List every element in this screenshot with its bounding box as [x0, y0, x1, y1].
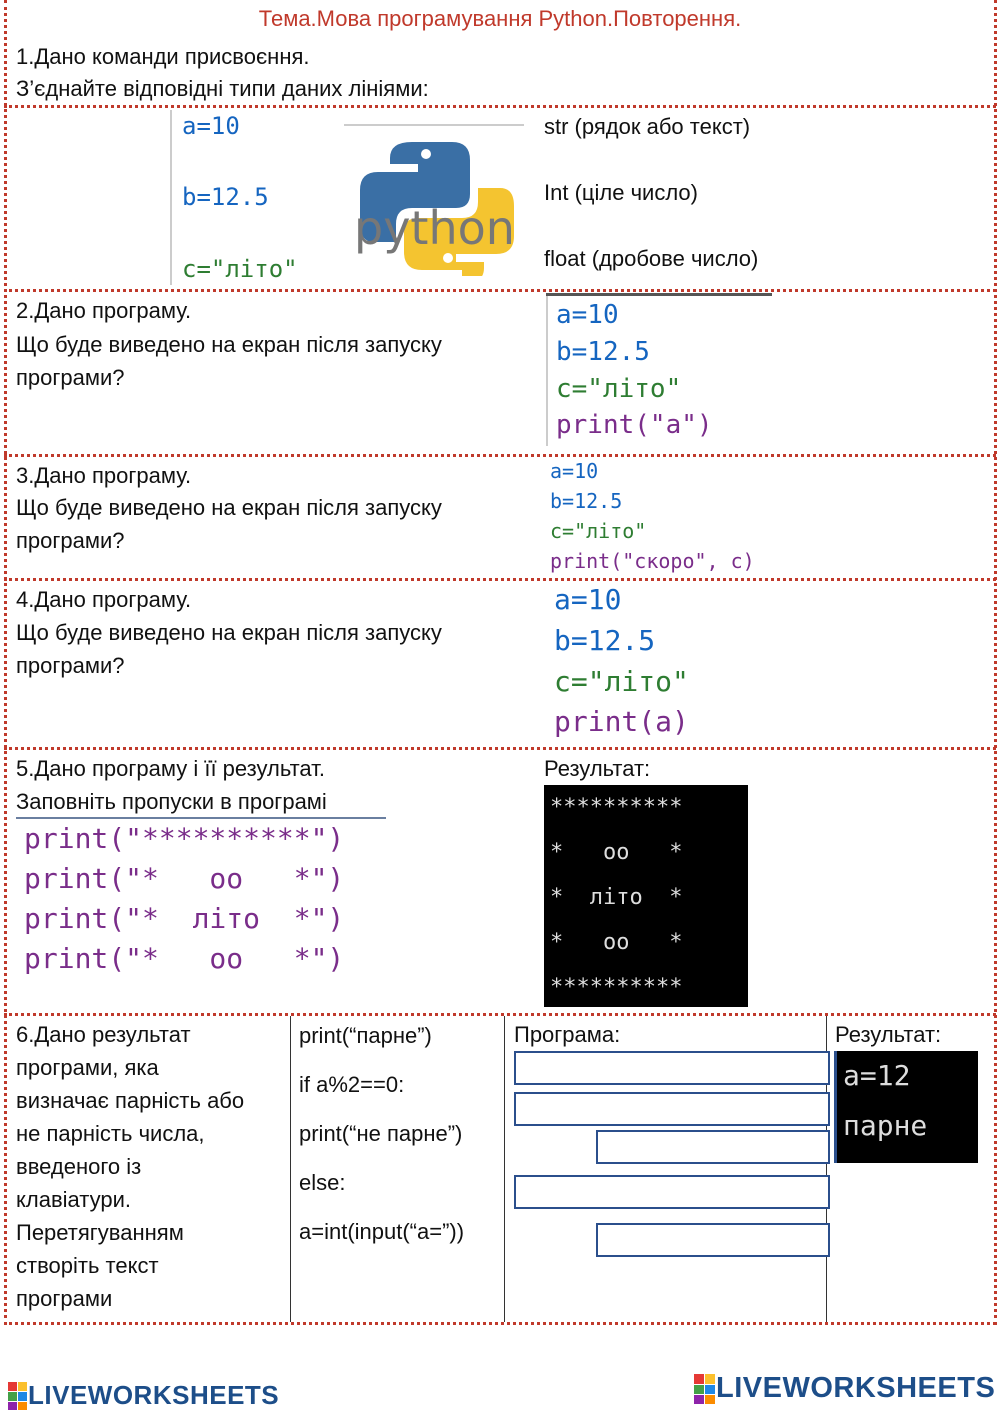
task1-code-b[interactable]: b=12.5	[182, 183, 269, 211]
draggable-option[interactable]: if a%2==0:	[299, 1072, 405, 1097]
drop-slot-4[interactable]	[514, 1175, 830, 1209]
task2-line3: програми?	[16, 365, 125, 390]
code-gutter	[546, 296, 548, 446]
task5-code-2: print("* oo *")	[24, 862, 345, 895]
task5-code-1: print("**********")	[24, 822, 345, 855]
result-line: * oo *	[550, 840, 683, 865]
python-logo-icon	[352, 136, 522, 276]
task6-result-label: Результат:	[835, 1022, 942, 1047]
result-line: * літо *	[550, 885, 683, 910]
result-line: * oo *	[550, 930, 683, 955]
task4-line1: 4.Дано програму.	[16, 587, 192, 612]
column-divider	[504, 1016, 505, 1322]
program-label: Програма:	[514, 1022, 621, 1047]
task2-code-a: a=10	[556, 300, 619, 330]
divider	[4, 578, 996, 581]
liveworksheets-icon	[694, 1374, 716, 1404]
type-float[interactable]: float (дробове число)	[544, 246, 759, 271]
task4-code-b: b=12.5	[554, 624, 656, 657]
drop-slot-1[interactable]	[514, 1051, 830, 1085]
result-line: a=12	[843, 1059, 911, 1092]
drop-slot-3[interactable]	[596, 1130, 830, 1164]
task5-result-terminal	[544, 785, 748, 1007]
task4-line2: Що буде виведено на екран після запуску	[16, 620, 442, 645]
task6-line: клавіатури.	[16, 1187, 131, 1212]
result-line: парне	[843, 1109, 928, 1142]
divider	[4, 289, 996, 292]
divider	[4, 1013, 996, 1016]
task1-line1: 1.Дано команди присвоєння.	[16, 44, 310, 69]
draggable-option[interactable]: print(“парне”)	[299, 1023, 432, 1048]
result-line: **********	[550, 975, 683, 1000]
task5-result-label: Результат:	[544, 756, 651, 781]
task3-line1: 3.Дано програму.	[16, 463, 192, 488]
task6-line: визначає парність або	[16, 1088, 245, 1113]
task5-line2: Заповніть пропуски в програмі	[16, 789, 327, 814]
divider	[4, 747, 996, 750]
task1-code-c[interactable]: c="літо"	[182, 255, 298, 283]
code-top-bar	[546, 293, 772, 296]
task5-code-4: print("* oo *")	[24, 942, 345, 975]
liveworksheets-icon	[8, 1382, 28, 1410]
footer-logo-left	[8, 1380, 279, 1411]
task4-code-c: c="літо"	[554, 665, 689, 698]
divider	[4, 105, 996, 108]
code-top-bar	[16, 817, 386, 819]
task3-code-a: a=10	[550, 459, 599, 483]
footer-logo-right	[694, 1372, 995, 1405]
task3-code-b: b=12.5	[550, 489, 623, 513]
task3-code-c: c="літо"	[550, 519, 647, 543]
task6-line: програми, яка	[16, 1055, 159, 1080]
task5-code-3: print("* літо *")	[24, 902, 345, 935]
divider	[4, 1322, 996, 1325]
draggable-option[interactable]: else:	[299, 1170, 346, 1195]
code-gutter	[170, 110, 172, 285]
task6-line: 6.Дано результат	[16, 1022, 191, 1047]
task6-line: Перетягуванням	[16, 1220, 184, 1245]
border-right	[994, 0, 997, 1325]
footer-brand: LIVEWORKSHEETS	[28, 1380, 280, 1410]
task6-result-terminal	[834, 1051, 978, 1163]
task2-code-c: c="літо"	[556, 374, 682, 404]
task5-line1: 5.Дано програму і її результат.	[16, 756, 325, 781]
task4-code-print: print(a)	[554, 705, 689, 738]
drop-slot-2[interactable]	[514, 1092, 830, 1126]
task2-code-print: print("a")	[556, 410, 713, 440]
task3-line3: програми?	[16, 528, 125, 553]
task3-line2: Що буде виведено на екран після запуску	[16, 495, 442, 520]
task4-line3: програми?	[16, 653, 125, 678]
task2-line1: 2.Дано програму.	[16, 298, 192, 323]
task6-line: не парність числа,	[16, 1121, 205, 1146]
draggable-option[interactable]: a=int(input(“a=”))	[299, 1219, 465, 1244]
column-divider	[290, 1016, 291, 1322]
task6-line: програми	[16, 1286, 113, 1311]
separator	[344, 124, 524, 126]
task1-line2: З’єднайте відповідні типи даних лініями:	[16, 76, 429, 101]
task2-line2: Що буде виведено на екран після запуску	[16, 332, 442, 357]
type-str[interactable]: str (рядок або текст)	[544, 114, 751, 139]
task1-code-a[interactable]: a=10	[182, 112, 240, 140]
task6-line: створіть текст	[16, 1253, 159, 1278]
page-title: Тема.Мова програмування Python.Повторення.	[258, 6, 742, 31]
draggable-option[interactable]: print(“не парне”)	[299, 1121, 463, 1146]
task6-line: введеного із	[16, 1154, 142, 1179]
type-int[interactable]: Int (ціле число)	[544, 180, 698, 205]
task2-code-b: b=12.5	[556, 337, 650, 367]
footer-brand: LIVEWORKSHEETS	[716, 1372, 996, 1404]
drop-slot-5[interactable]	[596, 1223, 830, 1257]
task3-code-print: print("скоро", c)	[550, 549, 755, 573]
divider	[4, 454, 996, 457]
task4-code-a: a=10	[554, 583, 622, 616]
python-logo-text: python	[354, 201, 515, 255]
result-line: **********	[550, 795, 683, 820]
border-left	[4, 0, 7, 1325]
